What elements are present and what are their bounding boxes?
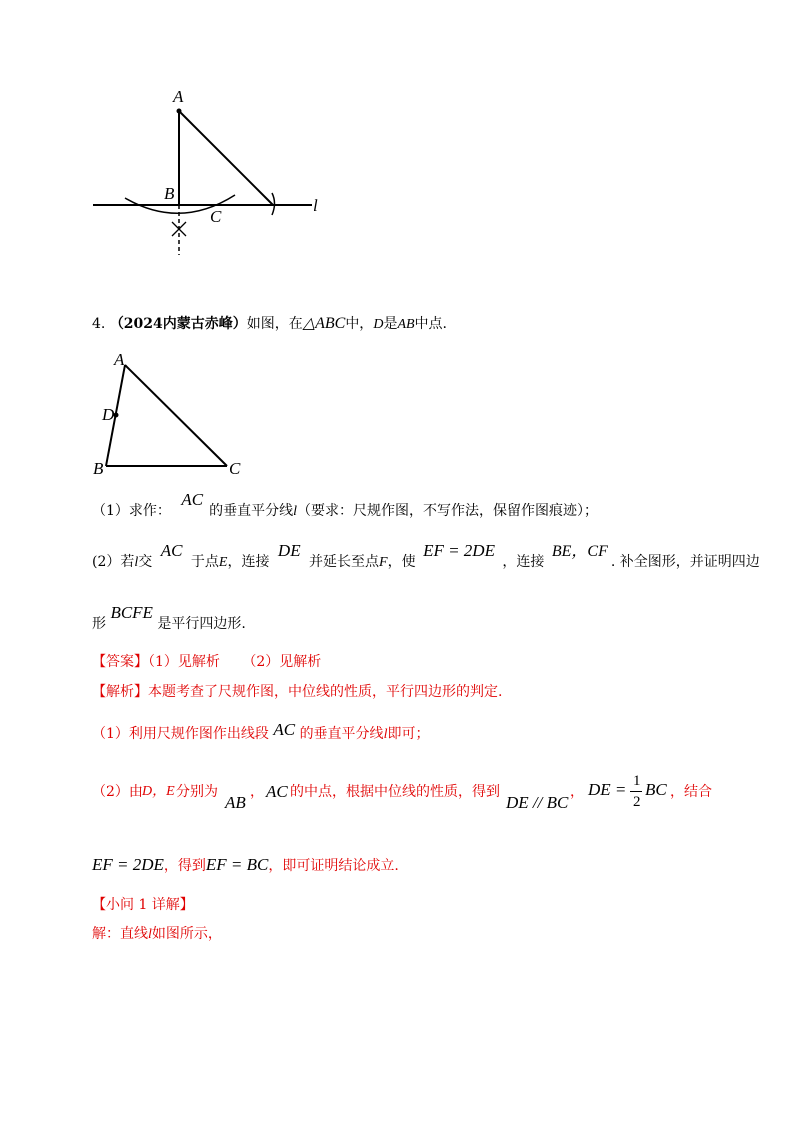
part-1-end: （要求：尺规作图，不写作法，保留作图痕迹）； (297, 503, 598, 519)
part-2-F: F (379, 555, 388, 570)
label-C: C (229, 459, 241, 478)
label-B: B (164, 184, 175, 203)
stem-text-4: 中点. (414, 316, 447, 332)
step-2-DE: D，E (142, 784, 175, 799)
part-2-end: . 补全图形，并证明四边 (610, 554, 760, 570)
part-2-jiao: 交 (138, 554, 153, 570)
step-1 (92, 720, 430, 745)
part-2-line2-end: 是平行四边形. (157, 616, 246, 632)
answer-1: （1）见解析 (148, 654, 220, 670)
analysis-line (92, 682, 502, 702)
label-A: A (173, 87, 184, 106)
step-1-AC: AC (273, 720, 296, 739)
stem-text-3: 是 (383, 316, 398, 332)
step-2-AC: AC (266, 782, 288, 801)
point-D-text: D (373, 317, 384, 332)
label-l: l (313, 196, 318, 215)
step-2-half-den: 2 (633, 794, 641, 810)
step-2-parallel: DE // BC (506, 793, 569, 812)
step-2-fenbie: 分别为 (176, 784, 218, 800)
part-1-mid: 的垂直平分线 (209, 503, 294, 519)
step-2-eq1: EF = 2DE (92, 855, 164, 874)
part-1-AC: AC (181, 490, 204, 509)
part-2-shi: ，使 (387, 554, 416, 570)
segment-AC (179, 111, 273, 205)
step-2-half-num: 1 (633, 773, 641, 789)
answer-label: 【答案】 (92, 654, 148, 670)
step-2-jiehe: ，结合 (670, 784, 712, 800)
part-2-l: l (134, 555, 139, 570)
part-1-l: l (293, 504, 297, 519)
segment-AC (125, 365, 227, 466)
step-1-prefix: （1）利用尺规作图作出线段 (92, 726, 269, 742)
label-A: A (114, 350, 125, 369)
part-2-yu: 于点 (190, 554, 219, 570)
part-2-BCFE: BCFE (110, 603, 153, 622)
step-1-end: 即可； (387, 726, 430, 742)
step-2-dedao: ，得到 (163, 858, 206, 874)
analysis-text: 本题考查了尺规作图，中位线的性质，平行四边形的判定. (148, 684, 503, 700)
stem-text-1: 如图，在 (246, 316, 303, 332)
part-2-E: E (218, 555, 228, 570)
part-1-prefix: （1）求作： (92, 503, 171, 519)
segment-AB-text: AB (397, 317, 415, 332)
step-2-mid: 的中点，根据中位线的性质，得到 (290, 784, 500, 800)
label-C: C (210, 207, 222, 226)
question-4-stem (92, 314, 447, 335)
step-2-half-rhs: BC (645, 780, 667, 799)
step-2-eq2: EF = BC (205, 855, 269, 874)
solution-prefix: 解：直线 (92, 926, 148, 942)
point-A (177, 109, 182, 114)
part-2-line2-prefix: 形 (92, 616, 106, 632)
figure-perpendicular-construction (80, 80, 340, 260)
part-2-line-2 (92, 603, 246, 634)
solution-l: l (148, 927, 152, 942)
part-2-lianjie: ，连接 (227, 554, 270, 570)
stem-text-2: 中， (345, 316, 374, 332)
part-2-AC: AC (160, 541, 183, 560)
question-number: 4. (92, 316, 106, 332)
part-2-line-1 (92, 541, 760, 573)
label-D: D (102, 405, 115, 424)
part-2-yanchang: 并延长至点 (309, 554, 380, 570)
step-2-end: ，即可证明结论成立. (268, 858, 399, 874)
step-2-AB: AB (225, 793, 246, 812)
step-2-prefix: （2）由 (92, 784, 143, 800)
part-2-prefix: (2）若 (92, 554, 135, 570)
part-2-eq: EF = 2DE (423, 541, 495, 560)
part-2-BE-CF: BE，CF (551, 543, 608, 560)
analysis-label: 【解析】 (92, 684, 148, 700)
part-2-DE: DE (277, 541, 301, 560)
answer-2: （2）见解析 (242, 654, 322, 670)
step-2-line-2 (92, 855, 399, 876)
part-2-lianjie2: ，连接 (502, 554, 545, 570)
step-2-comma-1: ， (250, 784, 264, 800)
solution-line (92, 924, 222, 945)
answer-line (92, 652, 321, 672)
step-1-l: l (383, 727, 388, 742)
question-source: （2024内蒙古赤峰） (109, 316, 247, 332)
step-2-comma-2: ， (570, 784, 584, 800)
part-1 (92, 490, 598, 522)
step-2-line-1 (92, 773, 732, 822)
triangle-ABC: △ABC (302, 315, 346, 332)
step-1-mid: 的垂直平分线 (299, 726, 384, 742)
step-2-half-lhs: DE = (588, 780, 627, 799)
solution-end: 如图所示， (151, 926, 222, 942)
figure-triangle-ABC (85, 345, 255, 480)
sub-1-label: 【小问 1 详解】 (92, 897, 194, 913)
label-B: B (93, 459, 104, 478)
